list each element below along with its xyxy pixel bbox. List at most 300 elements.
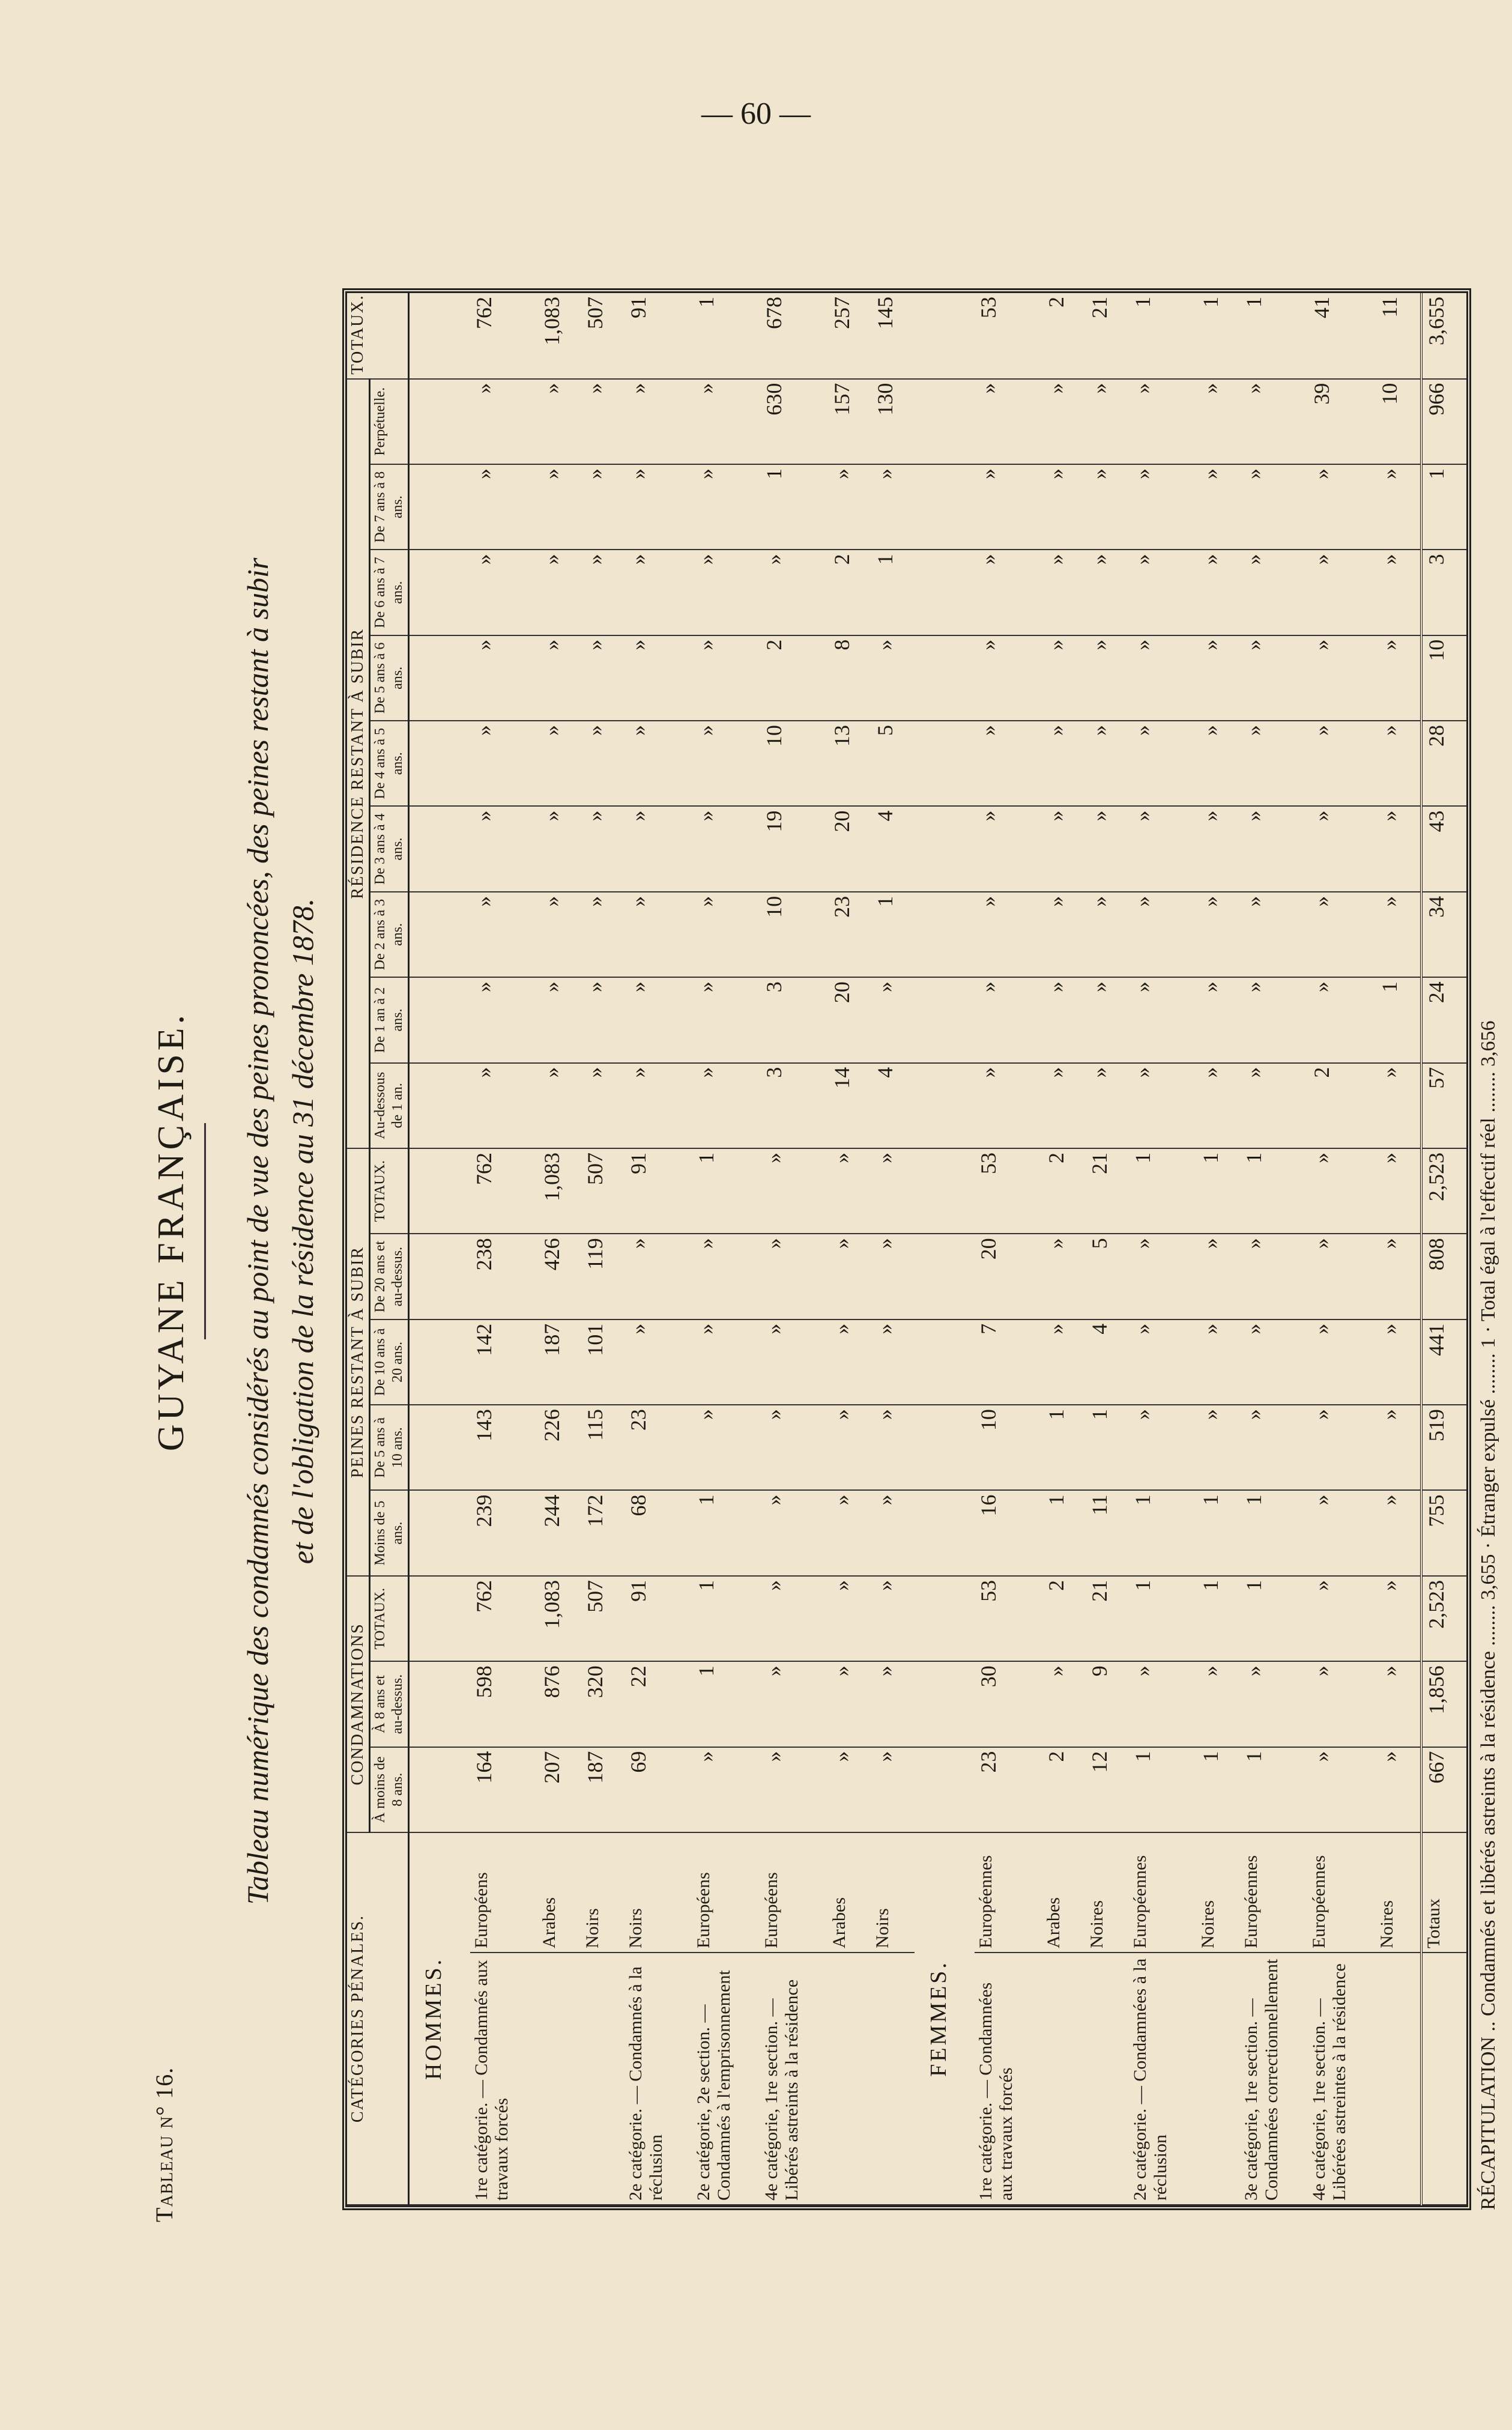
table-cell: 5: [871, 721, 915, 806]
table-cell: 762: [470, 1148, 538, 1234]
table-cell: 20: [828, 977, 871, 1062]
table-cell: »: [581, 379, 624, 464]
table-cell: »: [1197, 635, 1240, 721]
table-cell: 11: [1376, 293, 1421, 379]
table-cell: 10: [1376, 379, 1421, 464]
table-cell: »: [470, 806, 538, 891]
table-cell: 10: [760, 892, 828, 977]
row-category: [1086, 1953, 1129, 2205]
table-cell: 2: [760, 635, 828, 721]
table-cell: 187: [538, 1320, 581, 1405]
row-category: [1376, 1953, 1421, 2205]
table-cell: »: [581, 1063, 624, 1148]
table-cell: »: [1129, 1063, 1197, 1148]
table-cell: 68: [624, 1490, 692, 1575]
table-cell: »: [1308, 1320, 1376, 1405]
table-cell: »: [760, 1148, 828, 1234]
table-cell: »: [692, 1063, 760, 1148]
table-cell: 244: [538, 1490, 581, 1575]
table-cell: 2: [1042, 293, 1086, 379]
table-cell: »: [1240, 1661, 1308, 1747]
table-cell: »: [1086, 550, 1129, 635]
table-cell: 2,523: [1421, 1576, 1466, 1661]
row-subgroup: Européennes: [1308, 1832, 1376, 1953]
header-residence: RÉSIDENCE RESTANT À SUBIR: [347, 379, 370, 1148]
column-header: Perpétuelle.: [370, 379, 409, 464]
table-cell: »: [1129, 635, 1197, 721]
table-cell: »: [1240, 379, 1308, 464]
table-cell: »: [1197, 977, 1240, 1062]
table-cell: »: [1197, 1661, 1240, 1747]
table-row: [692, 293, 760, 2205]
table-cell: »: [1376, 1148, 1421, 1234]
table-cell: 876: [538, 1661, 581, 1747]
table-cell: »: [1197, 1234, 1240, 1319]
table-cell: 207: [538, 1747, 581, 1832]
table-cell: 1: [692, 1576, 760, 1661]
table-cell: »: [1308, 806, 1376, 891]
table-cell: »: [1042, 1063, 1086, 1148]
table-cell: 1: [1197, 1490, 1240, 1575]
table-cell: »: [538, 721, 581, 806]
table-cell: »: [1308, 1576, 1376, 1661]
table-cell: »: [1308, 1234, 1376, 1319]
table-cell: »: [871, 1576, 915, 1661]
table-cell: »: [1376, 1661, 1421, 1747]
table-cell: »: [538, 1063, 581, 1148]
table-cell: 7: [975, 1320, 1042, 1405]
table-cell: 667: [1421, 1747, 1466, 1832]
table-cell: 91: [624, 1576, 692, 1661]
table-cell: 91: [624, 293, 692, 379]
table-cell: 1: [692, 1148, 760, 1234]
table-cell: »: [1376, 550, 1421, 635]
table-cell: 12: [1086, 1747, 1129, 1832]
table-cell: »: [1376, 1576, 1421, 1661]
table-cell: »: [692, 464, 760, 550]
table-cell: »: [1240, 464, 1308, 550]
table-cell: 1: [871, 550, 915, 635]
row-subgroup: Européens: [470, 1832, 538, 1953]
table-cell: »: [1197, 892, 1240, 977]
table-cell: 1: [1129, 1490, 1197, 1575]
table-cell: »: [871, 464, 915, 550]
table-cell: »: [624, 1234, 692, 1319]
table-cell: »: [581, 806, 624, 891]
table-cell: »: [1197, 721, 1240, 806]
table-cell: 2: [1042, 1576, 1086, 1661]
table-cell: »: [581, 464, 624, 550]
row-subgroup: Européens: [760, 1832, 828, 1953]
table-cell: 1,083: [538, 293, 581, 379]
table-cell: »: [1197, 1320, 1240, 1405]
table-cell: »: [975, 464, 1042, 550]
table-cell: »: [1042, 806, 1086, 891]
table-cell: »: [624, 379, 692, 464]
table-cell: »: [1308, 892, 1376, 977]
table-cell: »: [1308, 1405, 1376, 1490]
table-cell: 1: [1240, 1148, 1308, 1234]
table-row: [871, 293, 915, 2205]
row-subgroup: Noires: [1197, 1832, 1240, 1953]
table-cell: »: [828, 1148, 871, 1234]
table-cell: 145: [871, 293, 915, 379]
table-cell: »: [692, 977, 760, 1062]
totals-row: [1421, 293, 1466, 2205]
table-cell: »: [692, 635, 760, 721]
table-cell: 1: [1129, 293, 1197, 379]
table-cell: »: [975, 721, 1042, 806]
table-cell: »: [470, 550, 538, 635]
column-header: De 6 ans à 7 ans.: [370, 550, 409, 635]
table-cell: 1: [1042, 1405, 1086, 1490]
table-row: [760, 293, 828, 2205]
column-header: De 1 an à 2 ans.: [370, 977, 409, 1062]
region-title: GUYANE FRANÇAISE.: [151, 1011, 192, 1452]
table-cell: 21: [1086, 1148, 1129, 1234]
table-cell: »: [1042, 1320, 1086, 1405]
table-row: [1129, 293, 1197, 2205]
table-cell: »: [1086, 806, 1129, 891]
table-row: [975, 293, 1042, 2205]
table-cell: 19: [760, 806, 828, 891]
section-title: FEMMES.: [915, 1832, 975, 2205]
table-cell: »: [1376, 1490, 1421, 1575]
table-cell: 426: [538, 1234, 581, 1319]
table-cell: »: [581, 635, 624, 721]
table-cell: »: [975, 977, 1042, 1062]
table-cell: 142: [470, 1320, 538, 1405]
table-cell: 762: [470, 1576, 538, 1661]
table-cell: 101: [581, 1320, 624, 1405]
table-cell: 1: [692, 1661, 760, 1747]
table-row: [538, 293, 581, 2205]
table-cell: »: [1129, 892, 1197, 977]
table-cell: »: [1086, 977, 1129, 1062]
row-category: 4e catégorie, 1re section. — Libérées astreintes à la résidence: [1308, 1953, 1376, 2205]
table-row: [470, 293, 538, 2205]
table-cell: 1: [692, 293, 760, 379]
table-cell: »: [1240, 977, 1308, 1062]
table-cell: 39: [1308, 379, 1376, 464]
row-category: [538, 1953, 581, 2205]
table-cell: »: [828, 1576, 871, 1661]
table-cell: »: [538, 892, 581, 977]
table-cell: 21: [1086, 1576, 1129, 1661]
table-cell: 9: [1086, 1661, 1129, 1747]
column-header: À 8 ans et au-dessus.: [370, 1661, 409, 1747]
table-cell: »: [975, 806, 1042, 891]
table-cell: »: [1240, 550, 1308, 635]
recapitulation: RÉCAPITULATION .. Condamnés et libérés astreints à la résidence ........ 3,655 · Étranger expulsé ........ 1 · Total égal à l'effectif réel ........ 3,656: [1477, 1020, 1499, 2210]
table-cell: 808: [1421, 1234, 1466, 1319]
recap-line-1-value: 3,655: [1477, 1554, 1499, 1601]
row-category: 2e catégorie, 2e section. — Condamnés à l'emprisonnement: [692, 1953, 760, 2205]
row-subgroup: Européennes: [975, 1832, 1042, 1953]
table-cell: 1: [760, 464, 828, 550]
table-cell: »: [1240, 892, 1308, 977]
table-cell: »: [1129, 464, 1197, 550]
table-cell: »: [1129, 977, 1197, 1062]
table-cell: »: [1240, 721, 1308, 806]
table-cell: »: [1308, 721, 1376, 806]
table-cell: »: [1308, 635, 1376, 721]
table-cell: 91: [624, 1148, 692, 1234]
table-cell: 115: [581, 1405, 624, 1490]
table-cell: 1: [1197, 1148, 1240, 1234]
table-cell: 8: [828, 635, 871, 721]
table-cell: »: [871, 1234, 915, 1319]
table-cell: »: [1240, 1320, 1308, 1405]
table-row: [828, 293, 871, 2205]
statistics-table: [342, 288, 1471, 2210]
table-cell: »: [581, 977, 624, 1062]
table-cell: 43: [1421, 806, 1466, 891]
table-cell: »: [1240, 1405, 1308, 1490]
table-cell: 239: [470, 1490, 538, 1575]
table-cell: »: [1376, 1063, 1421, 1148]
table-cell: »: [692, 550, 760, 635]
table-cell: 1: [1421, 464, 1466, 550]
table-cell: »: [470, 721, 538, 806]
table-cell: 20: [828, 806, 871, 891]
table-row: [1308, 293, 1376, 2205]
recap-line-2: Étranger expulsé: [1477, 1399, 1499, 1538]
table-cell: »: [692, 1320, 760, 1405]
table-cell: »: [1376, 806, 1421, 891]
table-cell: 1: [871, 892, 915, 977]
table-cell: 22: [624, 1661, 692, 1747]
table-cell: 130: [871, 379, 915, 464]
table-cell: »: [871, 1405, 915, 1490]
table-cell: »: [1197, 550, 1240, 635]
section-row: [915, 293, 975, 2205]
table-cell: »: [871, 1148, 915, 1234]
table-cell: 23: [975, 1747, 1042, 1832]
row-category: [828, 1953, 871, 2205]
table-cell: 507: [581, 1148, 624, 1234]
table-cell: 53: [975, 293, 1042, 379]
table-cell: »: [975, 379, 1042, 464]
table-cell: 10: [1421, 635, 1466, 721]
table-cell: »: [1376, 1320, 1421, 1405]
table-row: [581, 293, 624, 2205]
table-cell: 238: [470, 1234, 538, 1319]
table-cell: »: [1308, 1661, 1376, 1747]
table-cell: 69: [624, 1747, 692, 1832]
table-cell: »: [624, 892, 692, 977]
table-cell: 1: [1086, 1405, 1129, 1490]
row-subgroup: Arabes: [1042, 1832, 1086, 1953]
table-cell: »: [470, 1063, 538, 1148]
table-cell: »: [871, 1747, 915, 1832]
section-row: [408, 293, 470, 2205]
table-cell: »: [1042, 379, 1086, 464]
column-header: De 4 ans à 5 ans.: [370, 721, 409, 806]
table-cell: »: [1086, 721, 1129, 806]
table-cell: 1,856: [1421, 1661, 1466, 1747]
row-category: 1re catégorie. — Condamnés aux travaux forcés: [470, 1953, 538, 2205]
table-cell: »: [692, 721, 760, 806]
table-cell: »: [692, 806, 760, 891]
table-cell: 164: [470, 1747, 538, 1832]
table-cell: 507: [581, 293, 624, 379]
table-cell: »: [1308, 550, 1376, 635]
column-header: De 20 ans et au-dessus.: [370, 1234, 409, 1319]
table-cell: 34: [1421, 892, 1466, 977]
header-categories: CATÉGORIES PÉNALES.: [347, 1832, 408, 2205]
table-cell: 3: [1421, 550, 1466, 635]
header-condamnations: CONDAMNATIONS: [347, 1576, 370, 1832]
table-cell: »: [975, 550, 1042, 635]
row-subgroup: Européens: [692, 1832, 760, 1953]
table-cell: »: [828, 1234, 871, 1319]
column-header: De 5 ans à 6 ans.: [370, 635, 409, 721]
table-cell: 1: [1197, 1747, 1240, 1832]
row-category: 1re catégorie. — Condamnées aux travaux forcés: [975, 1953, 1042, 2205]
table-cell: »: [1197, 806, 1240, 891]
table-cell: 755: [1421, 1490, 1466, 1575]
row-category: [871, 1953, 915, 2205]
row-category: 2e catégorie. — Condamnés à la réclusion: [624, 1953, 692, 2205]
table-cell: »: [1086, 892, 1129, 977]
table-cell: 2,523: [1421, 1148, 1466, 1234]
table-cell: »: [760, 1320, 828, 1405]
table-cell: »: [581, 550, 624, 635]
table-cell: 14: [828, 1063, 871, 1148]
table-cell: 1: [1197, 293, 1240, 379]
table-row: [1240, 293, 1308, 2205]
table-cell: 187: [581, 1747, 624, 1832]
table-cell: »: [1240, 806, 1308, 891]
row-subgroup: Arabes: [538, 1832, 581, 1953]
row-category: [581, 1953, 624, 2205]
table-cell: 4: [871, 806, 915, 891]
table-cell: »: [1240, 635, 1308, 721]
row-category: [1421, 1953, 1466, 2205]
table-cell: »: [581, 721, 624, 806]
table-cell: »: [1129, 1661, 1197, 1747]
table-cell: 4: [871, 1063, 915, 1148]
table-cell: »: [1129, 379, 1197, 464]
table-cell: 3: [760, 1063, 828, 1148]
table-cell: »: [624, 550, 692, 635]
table-cell: »: [1197, 464, 1240, 550]
row-category: [1042, 1953, 1086, 2205]
table-row: [1197, 293, 1240, 2205]
table-cell: »: [1376, 1747, 1421, 1832]
table-cell: 13: [828, 721, 871, 806]
title-rule: [204, 1123, 206, 1339]
recap-label: RÉCAPITULATION: [1477, 2037, 1499, 2210]
row-subgroup: Noires: [1086, 1832, 1129, 1953]
table-cell: »: [538, 977, 581, 1062]
table-cell: »: [760, 1234, 828, 1319]
table-cell: »: [1376, 1234, 1421, 1319]
table-cell: 41: [1308, 293, 1376, 379]
table-cell: »: [1042, 550, 1086, 635]
table-cell: »: [1042, 464, 1086, 550]
table-cell: 28: [1421, 721, 1466, 806]
table-row: [1086, 293, 1129, 2205]
row-subgroup: Noires: [1376, 1832, 1421, 1953]
table-cell: 24: [1421, 977, 1466, 1062]
table-cell: »: [1086, 635, 1129, 721]
table-cell: »: [538, 806, 581, 891]
table-cell: »: [538, 379, 581, 464]
table-cell: »: [760, 1747, 828, 1832]
row-subgroup: Noirs: [624, 1832, 692, 1953]
table-cell: 1: [1240, 1576, 1308, 1661]
table-cell: 53: [975, 1148, 1042, 1234]
table-body: [408, 293, 1466, 2205]
header-totaux: TOTAUX.: [347, 293, 408, 379]
table-cell: »: [624, 635, 692, 721]
row-subgroup: Noirs: [581, 1832, 624, 1953]
table-cell: 57: [1421, 1063, 1466, 1148]
row-subgroup: Noirs: [871, 1832, 915, 1953]
table-cell: »: [1086, 379, 1129, 464]
table-cell: »: [975, 635, 1042, 721]
table-cell: »: [624, 806, 692, 891]
table-cell: 1: [1129, 1576, 1197, 1661]
table-cell: »: [1042, 1661, 1086, 1747]
table-cell: »: [1197, 379, 1240, 464]
table-cell: 519: [1421, 1405, 1466, 1490]
table-cell: »: [760, 550, 828, 635]
column-header: De 3 ans à 4 ans.: [370, 806, 409, 891]
table-cell: 16: [975, 1490, 1042, 1575]
table-cell: »: [828, 1747, 871, 1832]
table-row: [624, 293, 692, 2205]
table-cell: »: [1042, 892, 1086, 977]
recap-line-1: Condamnés et libérés astreints à la résidence: [1477, 1651, 1499, 2017]
row-subgroup: Arabes: [828, 1832, 871, 1953]
table-cell: »: [692, 1234, 760, 1319]
column-header: De 2 ans à 3 ans.: [370, 892, 409, 977]
table-cell: »: [760, 1490, 828, 1575]
table-number: Tableau n° 16.: [151, 2067, 178, 2222]
table-cell: »: [538, 550, 581, 635]
section-title: HOMMES.: [408, 1832, 470, 2205]
column-header: À moins de 8 ans.: [370, 1747, 409, 1832]
table-cell: »: [692, 892, 760, 977]
table-cell: »: [828, 1405, 871, 1490]
table-cell: »: [828, 1320, 871, 1405]
table-cell: »: [538, 464, 581, 550]
row-category: [1197, 1953, 1240, 2205]
table-cell: 23: [624, 1405, 692, 1490]
table-cell: »: [1197, 1405, 1240, 1490]
table-cell: 10: [760, 721, 828, 806]
table-cell: »: [871, 977, 915, 1062]
table-cell: »: [1240, 1063, 1308, 1148]
table-cell: »: [828, 1490, 871, 1575]
table-cell: »: [1042, 635, 1086, 721]
table-cell: 678: [760, 293, 828, 379]
table-cell: »: [1308, 1490, 1376, 1575]
table-cell: »: [624, 721, 692, 806]
table-cell: »: [828, 464, 871, 550]
table-cell: »: [1129, 806, 1197, 891]
table-cell: »: [1308, 1747, 1376, 1832]
table-cell: »: [1086, 1063, 1129, 1148]
column-header: De 10 ans à 20 ans.: [370, 1320, 409, 1405]
rotated-sheet: [138, 240, 1507, 2222]
table-cell: 30: [975, 1661, 1042, 1747]
table-cell: »: [1042, 1234, 1086, 1319]
table-cell: »: [1042, 721, 1086, 806]
